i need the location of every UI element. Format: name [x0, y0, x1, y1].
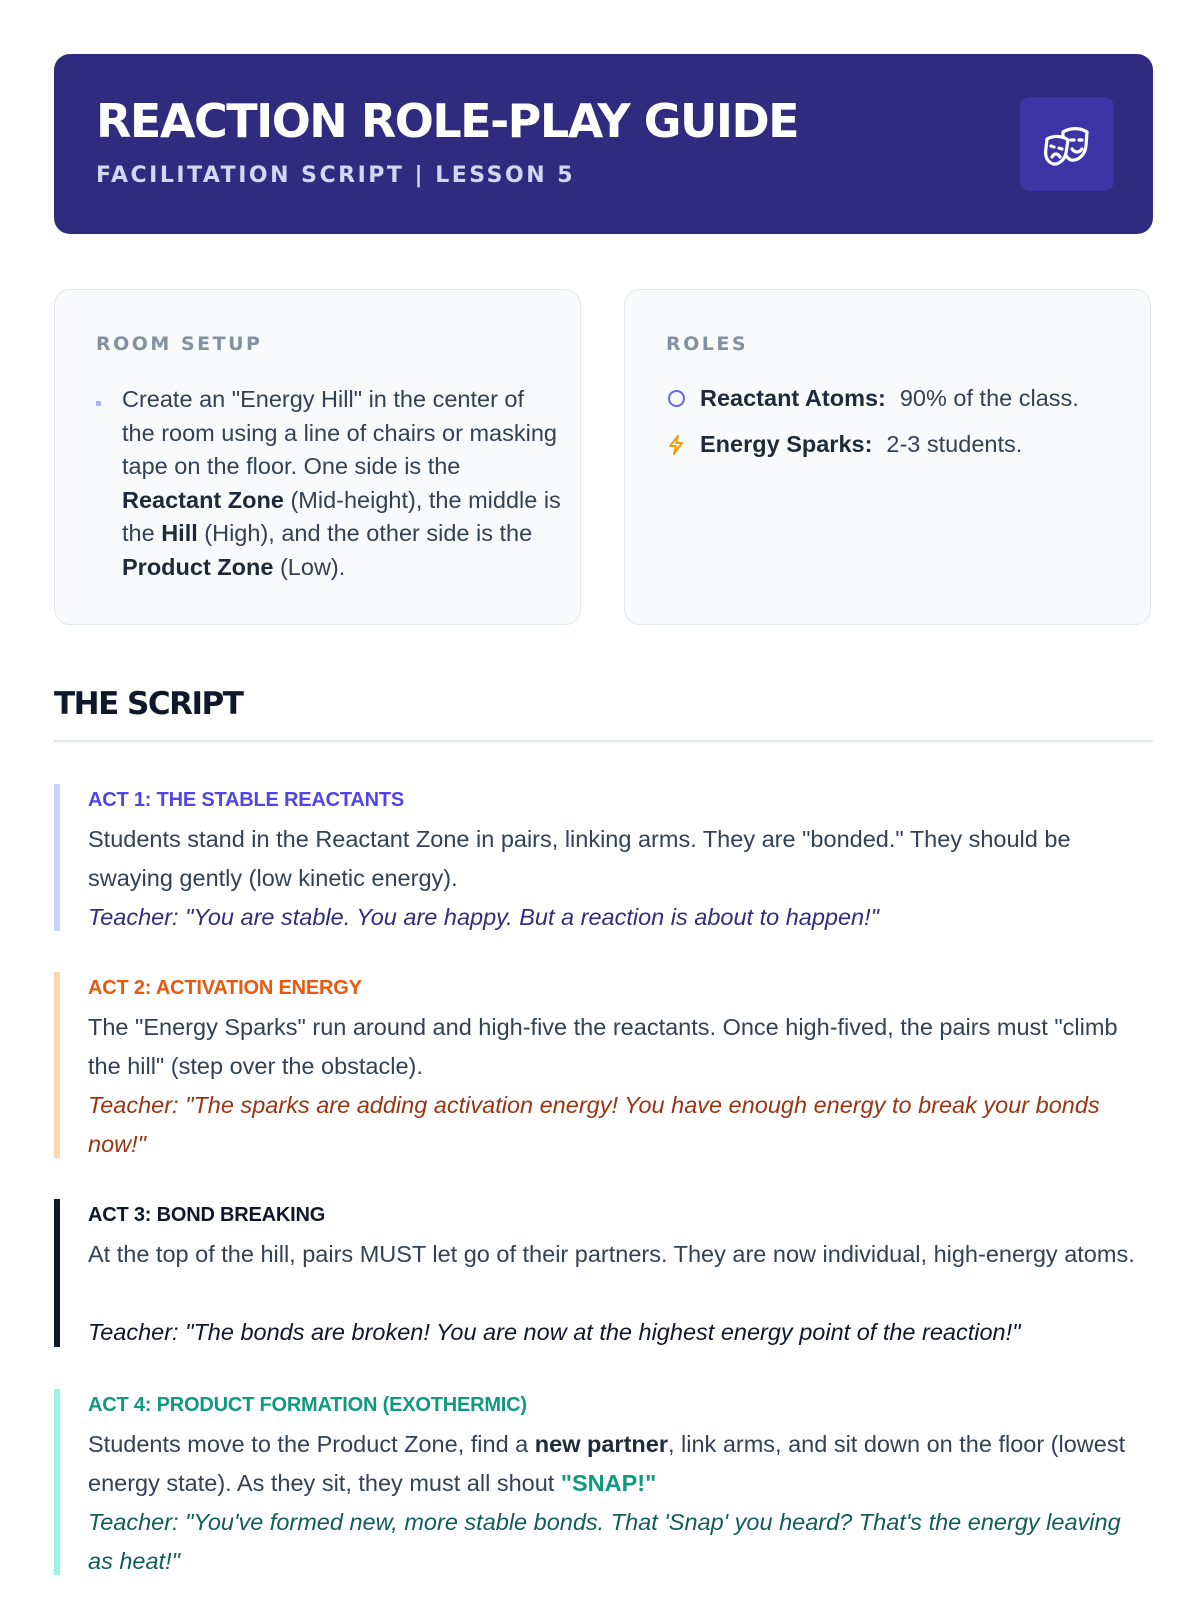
- act-2: [54, 972, 1153, 1158]
- act-body: Students stand in the Reactant Zone in pairs, linking arms. They are "bonded." They should be swaying gently (low kinetic energy).: [88, 826, 1071, 891]
- act-body: At the top of the hill, pairs MUST let go of their partners. They are now individual, high-energy atoms.: [88, 1241, 1135, 1267]
- role-name: Energy Sparks:: [700, 431, 873, 457]
- act-accent-bar: [54, 784, 60, 931]
- setup-text-part: Create an "Energy Hill" in the center of the room using a line of chairs or masking tape on the floor. One side is the: [122, 386, 557, 479]
- role-item-reactant-atoms: [666, 385, 1079, 412]
- room-setup-card: [54, 289, 581, 625]
- role-name: Reactant Atoms:: [700, 385, 886, 411]
- role-value: 90% of the class.: [899, 385, 1079, 411]
- reactant-zone-term: Reactant Zone: [122, 486, 284, 513]
- act-title: ACT 2: ACTIVATION ENERGY: [88, 977, 362, 999]
- act-title: ACT 4: PRODUCT FORMATION (EXOTHERMIC): [88, 1394, 527, 1416]
- divider: [54, 740, 1153, 742]
- setup-text-part: (Mid-height), the middle is the: [122, 486, 561, 546]
- lightning-bolt-icon: [666, 435, 686, 455]
- teacher-quote: Teacher: "You are stable. You are happy. But a reaction is about to happen!": [88, 904, 880, 930]
- teacher-quote: Teacher: "The bonds are broken! You are now at the highest energy point of the reaction!": [88, 1319, 1021, 1345]
- act-title: ACT 3: BOND BREAKING: [88, 1204, 326, 1226]
- room-setup-label: ROOM SETUP: [96, 333, 263, 355]
- act-1: [54, 784, 1153, 931]
- circle-icon: [666, 389, 686, 409]
- header-banner: [54, 54, 1153, 234]
- snap-callout: "SNAP!": [560, 1470, 657, 1496]
- new-partner-term: new partner: [534, 1431, 668, 1457]
- bullet-icon: [96, 401, 101, 406]
- teacher-quote: Teacher: "The sparks are adding activation energy! You have enough energy to break your bonds now!": [88, 1092, 1100, 1157]
- act-accent-bar: [54, 1389, 60, 1575]
- teacher-quote: Teacher: "You've formed new, more stable bonds. That 'Snap' you heard? That's the energy leaving as heat!": [88, 1509, 1121, 1574]
- page-subtitle: FACILITATION SCRIPT | LESSON 5: [96, 163, 576, 188]
- script-heading: THE SCRIPT: [54, 686, 243, 722]
- roles-card: [624, 289, 1151, 625]
- roles-label: ROLES: [666, 333, 749, 355]
- act-body-part: Students move to the Product Zone, find a: [88, 1431, 535, 1457]
- hill-term: Hill: [161, 520, 198, 546]
- room-setup-text: [122, 383, 562, 584]
- act-4: [54, 1389, 1153, 1575]
- setup-text-part: (High), and the other side is the: [197, 520, 533, 546]
- theater-masks-icon: [1020, 97, 1114, 191]
- act-body: The "Energy Sparks" run around and high-five the reactants. Once high-fived, the pairs must "climb the hill" (step over the obstacle).: [88, 1014, 1118, 1079]
- role-item-energy-sparks: [666, 431, 1022, 458]
- act-accent-bar: [54, 972, 60, 1158]
- act-3: [54, 1199, 1153, 1347]
- act-body-part: , link arms, and sit down on the floor (lowest energy state). As they sit, they must all shout: [88, 1431, 1126, 1496]
- role-value: 2-3 students.: [886, 431, 1023, 457]
- page-title: REACTION ROLE-PLAY GUIDE: [96, 94, 799, 148]
- act-body: [88, 1425, 1148, 1503]
- act-accent-bar: [54, 1199, 60, 1347]
- act-title: ACT 1: THE STABLE REACTANTS: [88, 789, 405, 811]
- product-zone-term: Product Zone: [122, 553, 274, 580]
- setup-text-part: (Low).: [273, 553, 346, 580]
